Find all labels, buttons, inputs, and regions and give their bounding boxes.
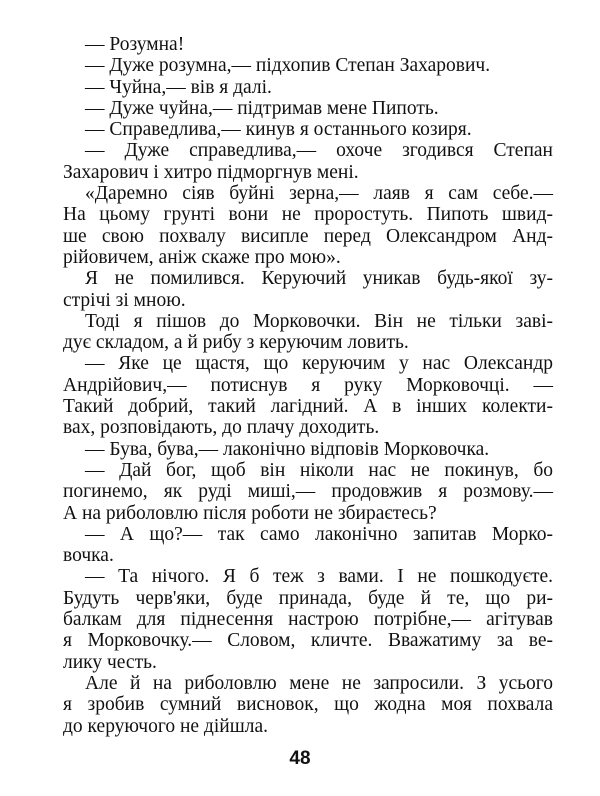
paragraph (63, 353, 553, 438)
text-line: — Та нічого. Я б теж з вами. І не пошкодуєте. (85, 566, 553, 588)
paragraph (63, 98, 553, 119)
text-line: Андрійович,— потиснув я руку Морковочці. — (63, 374, 553, 396)
text-line: На цьому грунті вони не проростуть. Пипоть швид- (63, 204, 553, 226)
text-line: я Морковочку.— Словом, кличте. Вважатиму за ве- (63, 630, 553, 652)
text-line: Але й на риболовлю мене не запросили. З усього (85, 672, 553, 694)
paragraph (63, 673, 553, 737)
paragraph (63, 268, 553, 311)
text-line: лику честь. (63, 651, 157, 673)
paragraph (63, 566, 553, 672)
paragraph (63, 55, 553, 76)
paragraph (63, 439, 553, 460)
text-line: — А що?— так само лаконічно запитав Морко- (85, 523, 553, 545)
paragraph (63, 140, 553, 183)
text-line: — Розумна! (85, 34, 185, 55)
paragraph (63, 460, 553, 524)
text-line: балкам для піднесення настрою потрібне,— агітував (63, 609, 553, 631)
paragraph (63, 311, 553, 354)
paragraph (63, 119, 553, 140)
page-body-text (63, 34, 553, 737)
text-line: — Яке це щастя, що керуючим у нас Олександр (85, 353, 553, 375)
text-line: дує складом, а й рибу з керуючим ловить. (63, 332, 409, 354)
page-number: 48 (289, 748, 311, 769)
text-line: «Даремно сіяв буйні зерна,— лаяв я сам себе.— (85, 183, 553, 205)
paragraph (63, 524, 553, 567)
text-line: — Бува, бува,— лаконічно відповів Морковочка. (85, 438, 490, 460)
text-line: Будуть черв'яки, буде принада, буде й те, що ри- (63, 587, 553, 609)
text-line: до керуючого не дійшла. (63, 715, 268, 737)
text-line: я зробив сумний висновок, що жодна моя похвала (63, 694, 553, 716)
text-line: А на риболовлю після роботи не збираєтесь? (63, 502, 437, 524)
text-line: — Дуже розумна,— підхопив Степан Захарович. (85, 55, 491, 77)
text-line: — Дай бог, щоб він ніколи нас не покинув, бо (85, 459, 553, 481)
paragraph (63, 77, 553, 98)
text-line: Захарович і хитро підморгнув мені. (63, 161, 359, 183)
text-line: погинемо, як руді миші,— продовжив я розмову.— (63, 481, 553, 503)
paragraph (63, 34, 553, 55)
text-line: Такий добрий, такий лагідний. А в інших колекти- (63, 396, 553, 418)
text-line: Я не помилився. Керуючий уникав будь-якої зу- (85, 268, 553, 290)
text-line: вах, розповідають, до плачу доходить. (63, 417, 380, 439)
paragraph (63, 183, 553, 268)
text-line: вочка. (63, 545, 114, 567)
text-line: — Чуйна,— вів я далі. (85, 76, 272, 98)
text-line: Тоді я пішов до Морковочки. Він не тільки заві- (85, 310, 553, 332)
text-line: стрічі зі мною. (63, 289, 186, 311)
text-line: — Справедлива,— кинув я останнього козиря. (85, 119, 472, 141)
text-line: — Дуже справедлива,— охоче згодився Степан (85, 140, 553, 162)
text-line: рійовичем, аніж скаже про мою». (63, 246, 341, 268)
text-line: — Дуже чуйна,— підтримав мене Пипоть. (85, 97, 439, 119)
text-line: ше свою похвалу висипле перед Олександром Анд- (63, 225, 553, 247)
